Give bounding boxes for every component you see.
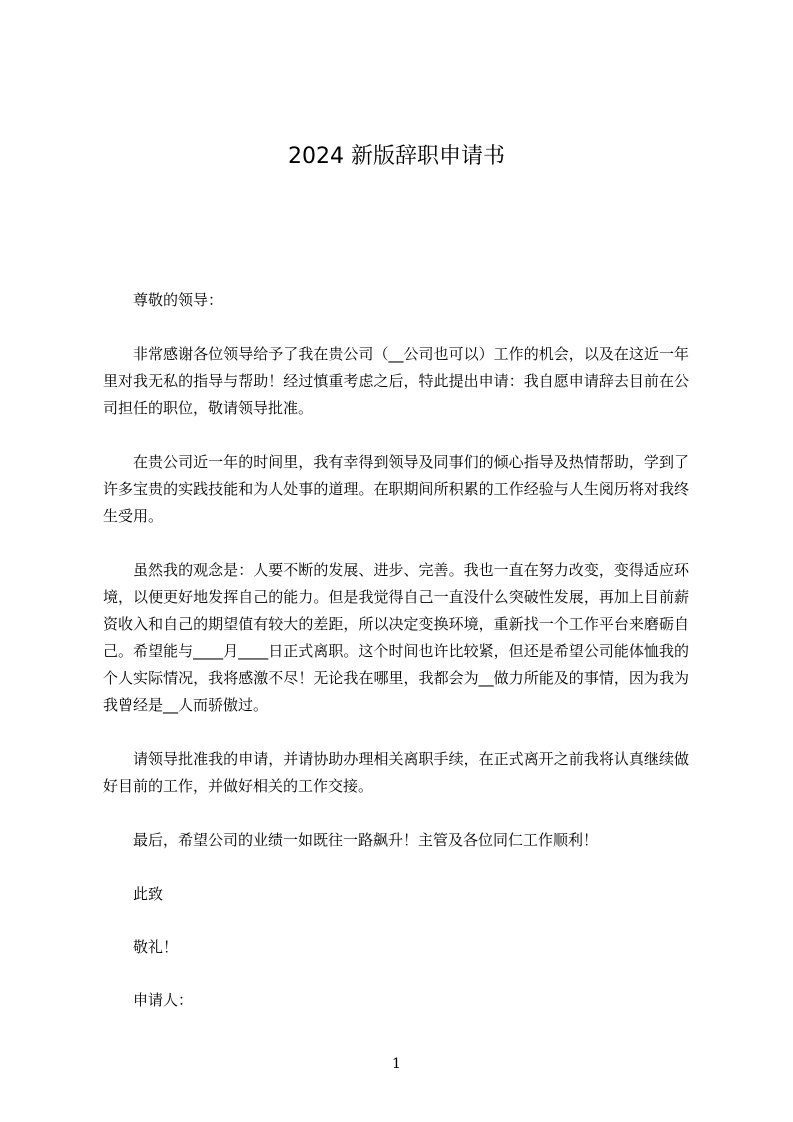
page-number: 1 [392,1056,401,1072]
letter-body [103,287,689,1040]
paragraph-gratitude: 非常感谢各位领导给予了我在贵公司（__公司也可以）工作的机会，以及在这近一年里对我无私的指导与帮助！经过慎重考虑之后，特此提出申请：我自愿申请辞去目前在公司担任的职位，敬请领导批准。 [103,345,689,417]
paragraph-experience: 在贵公司近一年的时间里，我有幸得到领导及同事们的倾心指导及热情帮助，学到了许多宝贵的实践技能和为人处事的道理。在职期间所积累的工作经验与人生阅历将对我终生受用。 [103,453,689,525]
closing-ci-zhi: 此致 [133,885,164,903]
applicant-label: 申请人： [133,991,194,1009]
document-title: 2024 新版辞职申请书 [288,144,505,169]
paragraph-wishes: 最后，希望公司的业绩一如既往一路飙升！主管及各位同仁工作顺利！ [133,831,599,849]
paragraph-request: 请领导批准我的申请，并请协助办理相关离职手续，在正式离开之前我将认真继续做好目前的工作，并做好相关的工作交接。 [103,750,689,795]
salutation: 尊敬的领导： [133,291,224,309]
closing-jing-li: 敬礼！ [133,938,179,956]
paragraph-reason: 虽然我的观念是：人要不断的发展、进步、完善。我也一直在努力改变，变得适应环境，以便更好地发挥自己的能力。但是我觉得自己一直没什么突破性发展，再加上目前薪资收入和自己的期望值有较大的差距，所以决定变换环境，重新找一个工作平台来磨砺自己。希望能与____月____日正式离职。这个时间也许比较紧，但还是希望公司能体恤我的个人实际情况，我将感激不尽！无论我在哪里，我都会为__做力所能及的事情，因为我为我曾经是__人而骄傲过。 [103,561,689,714]
